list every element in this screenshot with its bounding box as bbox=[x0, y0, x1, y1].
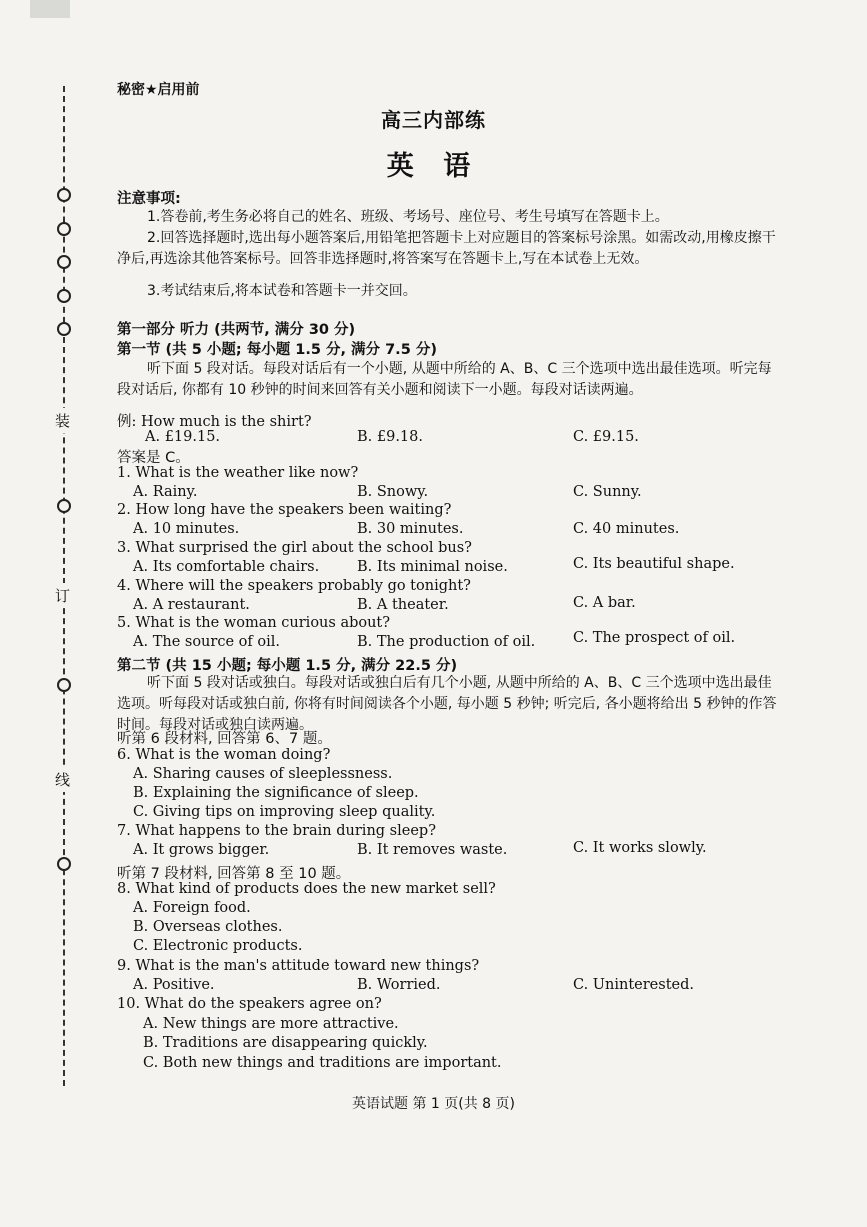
question-9: 9. What is the man's attitude toward new things? bbox=[117, 958, 480, 974]
question-4: 4. Where will the speakers probably go tonight? bbox=[117, 578, 471, 594]
binding-ring-icon bbox=[57, 322, 71, 336]
example-option-c: C. £9.15. bbox=[573, 429, 639, 445]
binding-ring-icon bbox=[57, 499, 71, 513]
question-7: 7. What happens to the brain during sleep? bbox=[117, 823, 436, 839]
q10-option-b: B. Traditions are disappearing quickly. bbox=[143, 1035, 428, 1051]
q6-option-a: A. Sharing causes of sleeplessness. bbox=[133, 766, 393, 782]
q7-option-b: B. It removes waste. bbox=[357, 842, 508, 858]
binding-ring-icon bbox=[57, 255, 71, 269]
binding-ring-icon bbox=[57, 857, 71, 871]
notes-item-2: 2.回答选择题时,选出每小题答案后,用铅笔把答题卡上对应题目的答案标号涂黑。如需改动,用橡皮擦干净后,再选涂其他答案标号。回答非选择题时,将答案写在答题卡上,写在本试卷上无效。 bbox=[117, 230, 776, 267]
q3-option-c: C. Its beautiful shape. bbox=[573, 556, 735, 572]
example-option-b: B. £9.18. bbox=[357, 429, 423, 445]
binding-ring-icon bbox=[57, 222, 71, 236]
q2-option-c: C. 40 minutes. bbox=[573, 521, 680, 537]
page-footer: 英语试题 第 1 页(共 8 页) bbox=[352, 1096, 515, 1112]
section1-heading: 第一节 (共 5 小题; 每小题 1.5 分, 满分 7.5 分) bbox=[117, 342, 437, 358]
question-8: 8. What kind of products does the new market sell? bbox=[117, 881, 496, 897]
q5-option-a: A. The source of oil. bbox=[133, 634, 280, 650]
question-6: 6. What is the woman doing? bbox=[117, 747, 331, 763]
example-question: 例: How much is the shirt? bbox=[117, 414, 312, 430]
q10-option-c: C. Both new things and traditions are important. bbox=[143, 1055, 502, 1071]
question-3: 3. What surprised the girl about the school bus? bbox=[117, 540, 472, 556]
q4-option-c: C. A bar. bbox=[573, 595, 636, 611]
q8-option-a: A. Foreign food. bbox=[133, 900, 251, 916]
material-6-note: 听第 6 段材料, 回答第 6、7 题。 bbox=[117, 731, 332, 747]
binding-ring-icon bbox=[57, 678, 71, 692]
secret-label: 秘密★启用前 bbox=[117, 82, 200, 98]
q4-option-b: B. A theater. bbox=[357, 597, 449, 613]
exam-title: 高三内部练 bbox=[381, 108, 486, 132]
q3-option-a: A. Its comfortable chairs. bbox=[133, 559, 320, 575]
q8-option-b: B. Overseas clothes. bbox=[133, 919, 283, 935]
q6-option-c: C. Giving tips on improving sleep quality. bbox=[133, 804, 436, 820]
q7-option-a: A. It grows bigger. bbox=[133, 842, 270, 858]
question-10: 10. What do the speakers agree on? bbox=[117, 996, 382, 1012]
q3-option-b: B. Its minimal noise. bbox=[357, 559, 508, 575]
example-answer: 答案是 C。 bbox=[117, 450, 190, 466]
q8-option-c: C. Electronic products. bbox=[133, 938, 303, 954]
question-5: 5. What is the woman curious about? bbox=[117, 615, 391, 631]
notes-item-1: 1.答卷前,考生务必将自己的姓名、班级、考场号、座位号、考生号填写在答题卡上。 bbox=[147, 209, 669, 225]
q9-option-a: A. Positive. bbox=[133, 977, 215, 993]
subject-title: 英 语 bbox=[386, 151, 481, 182]
q4-option-a: A. A restaurant. bbox=[133, 597, 250, 613]
q5-option-b: B. The production of oil. bbox=[357, 634, 536, 650]
q1-option-b: B. Snowy. bbox=[357, 484, 429, 500]
section2-heading: 第二节 (共 15 小题; 每小题 1.5 分, 满分 22.5 分) bbox=[117, 658, 458, 674]
question-2: 2. How long have the speakers been waiting? bbox=[117, 502, 452, 518]
q9-option-c: C. Uninterested. bbox=[573, 977, 694, 993]
question-1: 1. What is the weather like now? bbox=[117, 465, 359, 481]
binding-ring-icon bbox=[57, 289, 71, 303]
q5-option-c: C. The prospect of oil. bbox=[573, 630, 736, 646]
q1-option-a: A. Rainy. bbox=[133, 484, 198, 500]
margin-char-zhuang: 装 bbox=[55, 408, 70, 433]
section1-instruction: 听下面 5 段对话。每段对话后有一个小题, 从题中所给的 A、B、C 三个选项中选出最佳选项。听完每段对话后, 你都有 10 秒钟的时间来回答有关小题和阅读下一小题。每段对话读两遍。 bbox=[117, 361, 772, 398]
material-7-note: 听第 7 段材料, 回答第 8 至 10 题。 bbox=[117, 866, 351, 882]
margin-char-ding: 订 bbox=[55, 583, 70, 608]
q2-option-b: B. 30 minutes. bbox=[357, 521, 464, 537]
notes-item-3: 3.考试结束后,将本试卷和答题卡一并交回。 bbox=[147, 283, 417, 299]
q2-option-a: A. 10 minutes. bbox=[133, 521, 240, 537]
binding-ring-icon bbox=[57, 188, 71, 202]
part1-heading: 第一部分 听力 (共两节, 满分 30 分) bbox=[117, 322, 356, 338]
margin-char-xian: 线 bbox=[55, 767, 70, 792]
q1-option-c: C. Sunny. bbox=[573, 484, 642, 500]
notes-heading: 注意事项: bbox=[117, 191, 181, 207]
example-option-a: A. £19.15. bbox=[145, 429, 221, 445]
section2-instruction: 听下面 5 段对话或独白。每段对话或独白后有几个小题, 从题中所给的 A、B、C 三个选项中选出最佳选项。听每段对话或独白前, 你将有时间阅读各个小题, 每小题 5 秒钟; 听完后, 各小题将给出 5 秒钟的作答时间。每段对话或独白读两遍。 bbox=[117, 675, 777, 733]
scan-corner-mark bbox=[30, 0, 70, 18]
q10-option-a: A. New things are more attractive. bbox=[143, 1016, 399, 1032]
q6-option-b: B. Explaining the significance of sleep. bbox=[133, 785, 419, 801]
q7-option-c: C. It works slowly. bbox=[573, 840, 707, 856]
q9-option-b: B. Worried. bbox=[357, 977, 441, 993]
